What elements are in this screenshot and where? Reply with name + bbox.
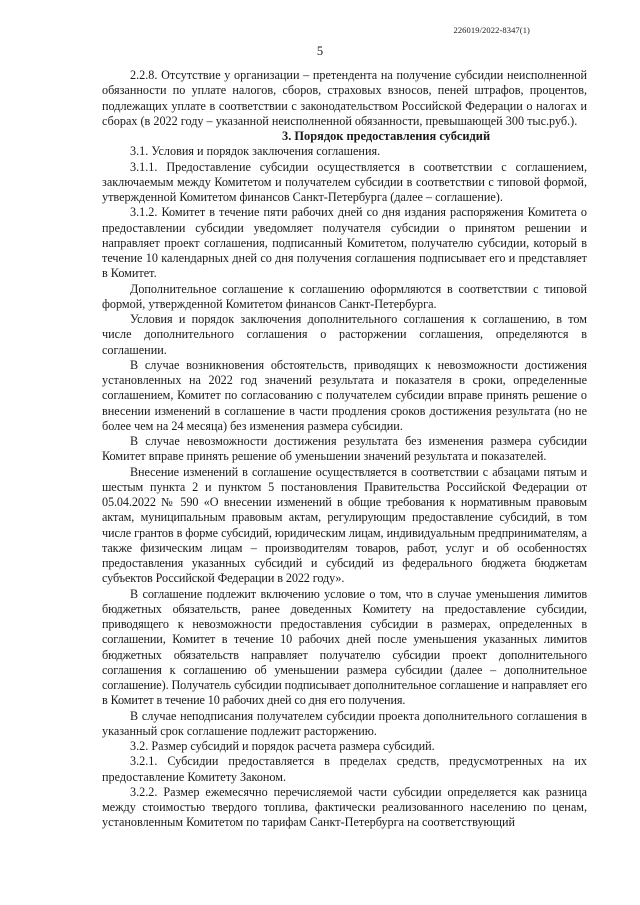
paragraph-3-2: 3.2. Размер субсидий и порядок расчета размера субсидий. [130,739,435,753]
paragraph-amendments: Внесение изменений в соглашение осуществляется в соответствии с абзацами пятым и шестым пункта 2 и пунктом 5 постановления Правительства Российской Федерации от 05.04.2022 № 590 «О внесении изменений в общие требования к нормативным правовым актам, муниципальным правовым актам, регулирующим предоставление субсидий, в том числе грантов в форме субсидий, юридическим лицам, индивидуальным предпринимателям, а также физическим лицам – производителям товаров, работ, услуг и об особенностях предоставления указанных субсидий и субсидий из федерального бюджета бюджетам субъектов Российской Федерации в 2022 году». [102,464,587,586]
document-body [102,68,587,831]
paragraph-impossibility: В случае невозможности достижения результата без изменения размера субсидии Комитет вправе принять решение об уменьшении значений результата и показателей. [102,434,587,464]
paragraph-circumstances: В случае возникновения обстоятельств, приводящих к невозможности достижения установленных на 2022 год значений результата и показателя в сроки, определенные соглашением, Комитет по согласованию с получателем субсидии вправе принять решение о внесении изменений в соглашение в части продления сроков достижения результата (но не более чем на 24 месяца) без изменения размера субсидии. [102,357,587,433]
paragraph-2-2-8: 2.2.8. Отсутствие у организации – претендента на получение субсидии неисполненной обязанности по уплате налогов, сборов, страховых взносов, пеней штрафов, процентов, подлежащих уплате в соответствии с законодательством Российской Федерации о налогах и сборах (в 2022 году – указанной неисполненной обязанности, превышающей 300 тыс.руб.). [102,68,587,128]
paragraph-3-1-2: 3.1.2. Комитет в течение пяти рабочих дней со дня издания распоряжения Комитета о предоставлении субсидии уведомляет получателя субсидии о принятом решении и направляет проект соглашения, подписанный Комитетом, получателю субсидии, который в течение 10 календарных дней со дня получения соглашения подписывает его и представляет в Комитет. [102,205,587,281]
paragraph-3-1-1: 3.1.1. Предоставление субсидии осуществляется в соответствии с соглашением, заключаемым между Комитетом и получателем субсидии в соответствии с типовой формой, утвержденной Комитетом финансов Санкт-Петербурга (далее – соглашение). [102,159,587,204]
paragraph-3-1: 3.1. Условия и порядок заключения соглашения. [130,144,381,159]
paragraph-limits: В соглашение подлежит включению условие о том, что в случае уменьшения лимитов бюджетных обязательств, ранее доведенных Комитету на предоставление субсидии, приводящего к невозможности предоставления субсидии в размерах, определенных в соглашении, Комитет в течение 10 рабочих дней после уменьшения указанных лимитов бюджетных обязательств направляет получателю субсидии проект дополнительного соглашения к соглашению об уменьшении размера субсидии (далее – дополнительное соглашение). Получатель субсидии подписывает дополнительное соглашение и направляет его в Комитет в течение 10 рабочих дней со дня его получения. [102,586,587,708]
section-3-heading: 3. Порядок предоставления субсидий [282,129,491,143]
paragraph-3-2-2: 3.2.2. Размер ежемесячно перечисляемой части субсидии определяется как разница между стоимостью твердого топлива, фактически реализованного населению по ценам, установленным Комитетом по тарифам Санкт-Петербурга на соответствующий [102,784,587,830]
document-id: 226019/2022-8347(1) [453,25,530,35]
paragraph-non-signing: В случае неподписания получателем субсидии проекта дополнительного соглашения в указанный срок соглашение подлежит расторжению. [102,708,587,738]
page-number: 5 [316,44,324,58]
paragraph-3-2-1: 3.2.1. Субсидии предоставляется в пределах средств, предусмотренных на их предоставление Комитету Законом. [102,754,587,784]
paragraph-additional-agreement: Дополнительное соглашение к соглашению оформляются в соответствии с типовой формой, утвержденной Комитетом финансов Санкт-Петербурга. [102,281,587,311]
paragraph-conditions: Условия и порядок заключения дополнительного соглашения к соглашению, в том числе дополнительного соглашения о расторжении соглашения, определяются в соглашении. [102,312,587,357]
